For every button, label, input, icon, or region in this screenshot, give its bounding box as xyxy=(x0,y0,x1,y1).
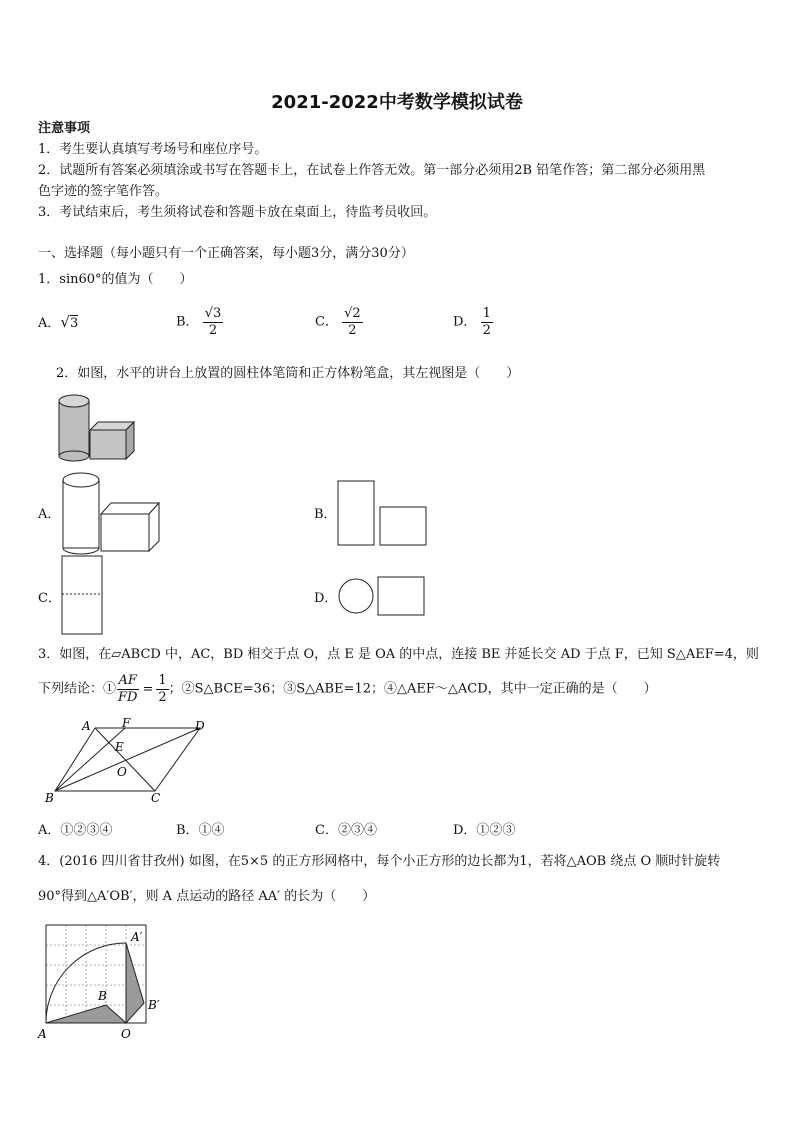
q2-option-c-figure xyxy=(60,554,106,636)
q2-option-b-label: B． xyxy=(314,507,337,522)
cube-side-view xyxy=(380,507,426,545)
label-d: D xyxy=(195,719,205,733)
label-o: O xyxy=(117,765,127,779)
sqrt-sign: √ xyxy=(60,313,70,331)
numerator: √3 xyxy=(204,306,222,321)
q3-parallelogram-figure xyxy=(40,716,220,808)
triangle-a-prime-ob-prime xyxy=(126,943,144,1023)
numerator: AF xyxy=(118,673,137,688)
cylinder-side-view xyxy=(338,481,374,545)
q2-stem: 2．如图，水平的讲台上放置的圆柱体笔筒和正方体粉笔盒，其左视图是（ ） xyxy=(56,366,520,381)
denominator: 2 xyxy=(482,323,491,338)
label-b: B xyxy=(98,989,107,1003)
q1-option-a xyxy=(38,312,78,334)
diagonal-ac xyxy=(95,728,155,791)
triangle-aob xyxy=(46,1005,126,1023)
q3-option-b: B．①④ xyxy=(176,823,225,838)
q2-option-d-figure xyxy=(336,575,428,617)
notice-heading: 注意事项 xyxy=(38,121,91,136)
cylinder-body xyxy=(63,480,99,548)
q4-line-2: 90°得到△A′OB′，则 A 点运动的路径 AA′ 的长为（ ） xyxy=(38,889,376,904)
label-e: E xyxy=(115,740,124,754)
numerator: 1 xyxy=(158,673,167,688)
numerator: √2 xyxy=(344,306,361,321)
q1-option-b xyxy=(176,306,223,339)
option-a-label: A． xyxy=(38,316,61,331)
radicand: 3 xyxy=(69,316,79,331)
cylinder-top xyxy=(59,395,89,407)
q2-option-a-figure xyxy=(60,470,162,554)
equals: = xyxy=(142,681,154,697)
denominator: FD xyxy=(118,690,138,705)
q3-option-a: A．①②③④ xyxy=(38,823,113,838)
q3-line-2 xyxy=(38,673,657,706)
section-heading: 一、选择题（每小题只有一个正确答案，每小题3分，满分30分） xyxy=(38,246,414,261)
label-a: A xyxy=(82,719,91,733)
q2-option-a-label: A． xyxy=(38,507,61,522)
q3-line2-post: ；②S△BCE=36；③S△ABE=12；④△AEF～△ACD，其中一定正确的是（ ） xyxy=(168,681,657,697)
q2-main-figure xyxy=(56,393,138,463)
q1-stem: 1．sin60°的值为（ ） xyxy=(38,272,193,287)
line-bf xyxy=(55,728,125,791)
q4-grid-figure xyxy=(38,922,168,1044)
label-f: F xyxy=(122,716,131,730)
q3-line2-pre: 下列结论：① xyxy=(38,681,117,697)
numerator: 1 xyxy=(482,306,491,321)
q3-line-1: 3．如图，在▱ABCD 中，AC，BD 相交于点 O，点 E 是 OA 的中点，连接 BE 并延长交 AD 于点 F，已知 S△AEF=4，则 xyxy=(38,647,759,662)
fraction-half xyxy=(156,673,168,706)
fraction xyxy=(342,306,363,339)
q2-option-d-label: D． xyxy=(314,591,338,606)
option-d-label: D． xyxy=(453,314,477,330)
q1-option-d xyxy=(453,306,493,339)
denominator: 2 xyxy=(348,323,357,338)
cube-front xyxy=(90,430,126,459)
q4-line-1: 4．(2016 四川省甘孜州) 如图，在5×5 的正方形网格中，每个小正方形的边长都为1，若将△AOB 绕点 O 顺时针旋转 xyxy=(38,854,721,869)
notice-item-3: 3．考试结束后，考生须将试卷和答题卡放在桌面上，待监考员收回。 xyxy=(38,205,437,220)
label-a-prime: A′ xyxy=(131,930,143,944)
fraction-af-fd xyxy=(116,673,139,706)
notice-item-1: 1．考生要认真填写考场号和座位序号。 xyxy=(38,142,268,157)
cylinder-bottom xyxy=(59,451,89,461)
label-b: B xyxy=(45,791,54,805)
cylinder-top xyxy=(63,473,99,487)
cylinder-body xyxy=(59,401,89,456)
q3-option-d: D．①②③ xyxy=(453,823,516,838)
combined-side-view xyxy=(62,556,102,634)
notice-item-2-cont: 色字迹的签字笔作答。 xyxy=(38,184,169,199)
option-b-label: B． xyxy=(176,314,199,330)
fraction xyxy=(203,306,224,339)
square-view xyxy=(378,577,424,615)
denominator: 2 xyxy=(208,323,218,338)
q3-option-c: C．②③④ xyxy=(315,823,377,838)
option-c-label: C． xyxy=(315,314,338,330)
label-o: O xyxy=(121,1027,131,1041)
label-c: C xyxy=(151,791,161,805)
label-b-prime: B′ xyxy=(148,998,160,1012)
denominator: 2 xyxy=(158,690,167,705)
q1-option-c xyxy=(315,306,363,339)
cube-front xyxy=(101,514,149,551)
notice-item-2: 2．试题所有答案必须填涂或书写在答题卡上，在试卷上作答无效。第一部分必须用2B 铅笔作答；第二部分必须用黑 xyxy=(38,163,706,178)
label-a: A xyxy=(38,1027,47,1041)
page-title: 2021-2022中考数学模拟试卷 xyxy=(271,92,523,113)
diagonal-bd xyxy=(55,728,200,791)
circle-top-view xyxy=(339,579,373,613)
q2-option-c-label: C． xyxy=(38,591,61,606)
fraction xyxy=(481,306,493,339)
q2-option-b-figure xyxy=(336,479,428,547)
